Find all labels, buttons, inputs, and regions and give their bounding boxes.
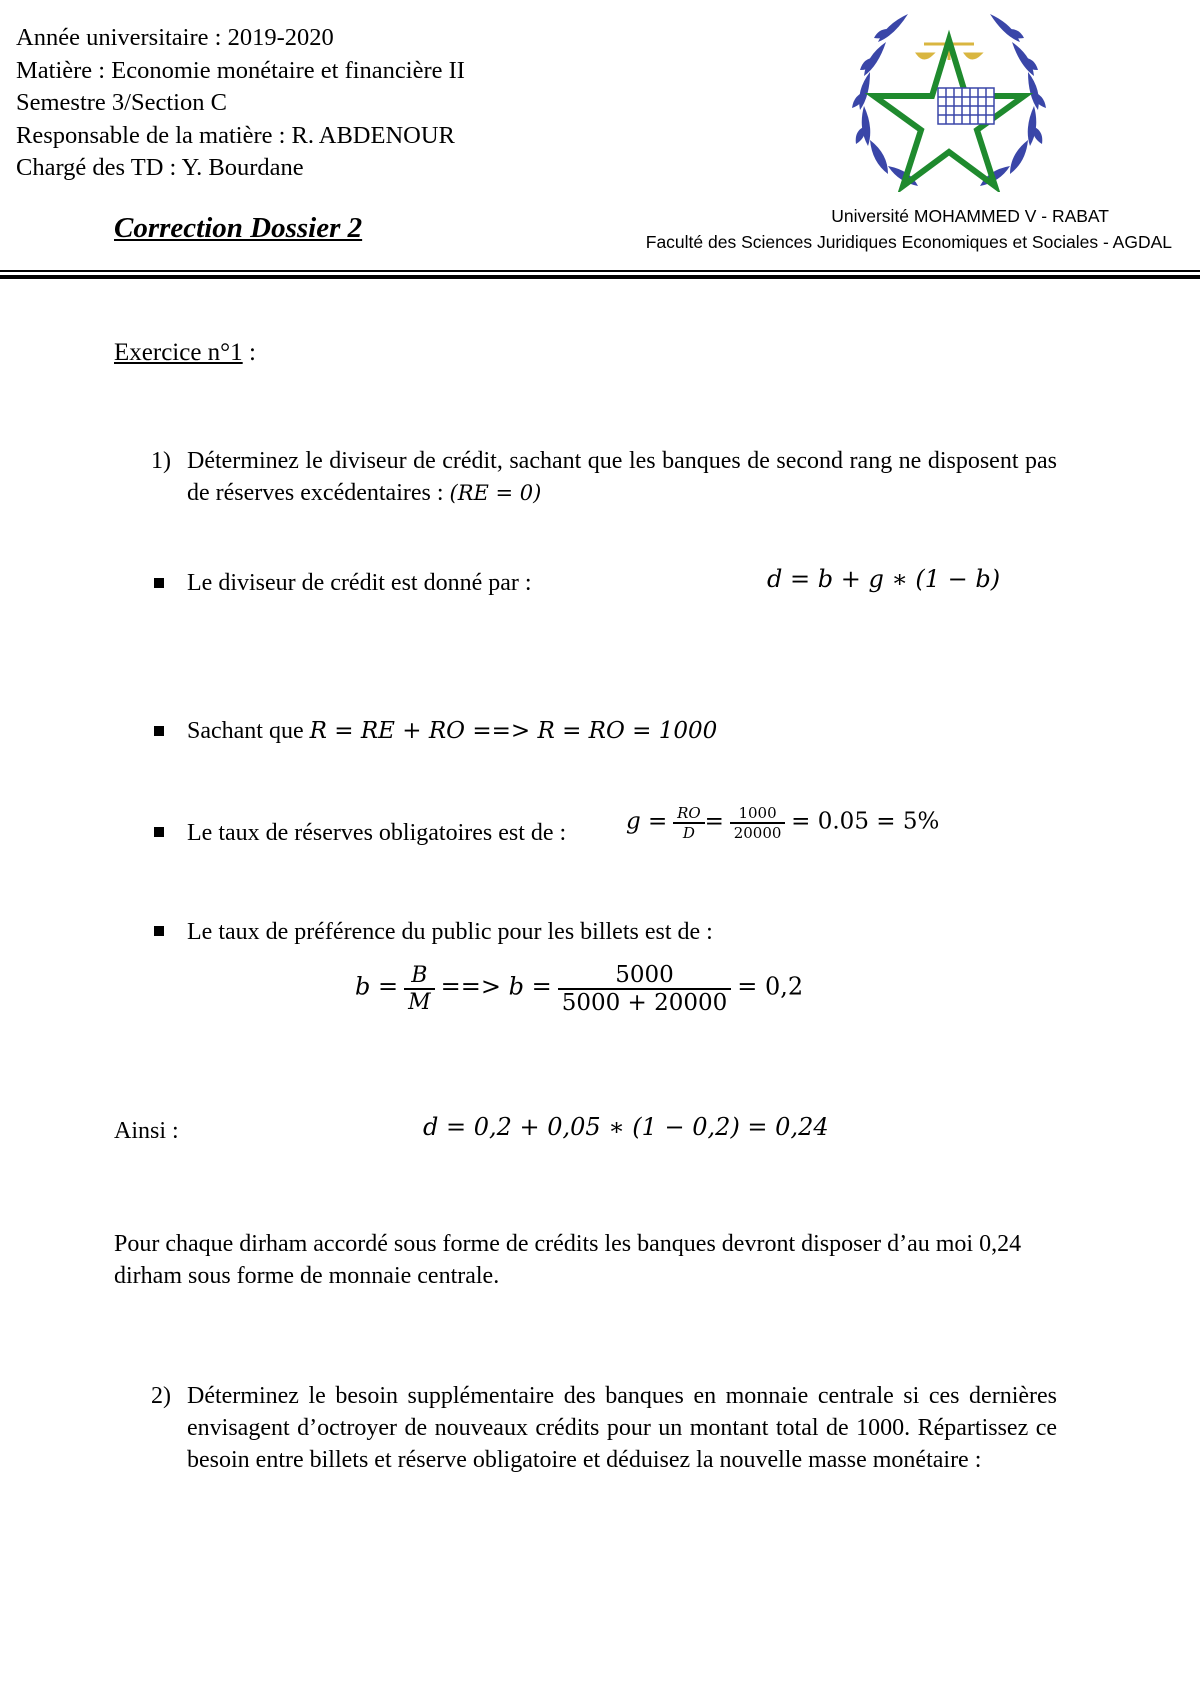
bullet-marker (154, 578, 164, 588)
exercise-title-text: Exercice n°1 (114, 339, 243, 366)
b-fraction-bm (404, 963, 435, 1015)
b-mid: ==> b = (440, 972, 552, 1001)
b-frac2-den: 5000 + 20000 (561, 990, 728, 1016)
charge-td: Chargé des TD : Y. Bourdane (16, 154, 304, 181)
taux-formula (626, 804, 939, 842)
b-formula (355, 962, 803, 1016)
taux-result: = 0.05 = 5% (791, 808, 940, 835)
preference-label: Le taux de préférence du public pour les billets est de : (187, 919, 713, 945)
laurel-left (852, 14, 918, 186)
sachant-formula: R = RE + RO ==> R = RO = 1000 (309, 718, 718, 744)
faculty-name: Faculté des Sciences Juridiques Economiques et Sociales - AGDAL (645, 232, 1172, 252)
annee-universitaire: Année universitaire : 2019-2020 (16, 24, 334, 51)
taux-label: Le taux de réserves obligatoires est de : (187, 820, 567, 846)
taux-frac1-num: RO (673, 804, 705, 824)
semestre: Semestre 3/Section C (16, 89, 227, 116)
question-2-text: Déterminez le besoin supplémentaire des banques en monnaie centrale si ces dernières envisagent d’octroyer de nouveaux crédits pour un montant total de 1000. Répartissez ce besoin entre billets et réserve obligatoire et déduisez la nouvelle masse monétaire : (187, 1383, 1057, 1473)
responsable: Responsable de la matière : R. ABDENOUR (16, 121, 455, 149)
question-1-statement: Déterminez le diviseur de crédit, sachant que les banques de second rang ne disposent pas de réserves excédentaires : (187, 448, 1057, 506)
bullet-marker (154, 827, 164, 837)
b-frac1-den: M (408, 990, 431, 1015)
taux-frac1-den: D (682, 824, 695, 842)
b-result: = 0,2 (737, 972, 804, 1001)
university-name: Université MOHAMMED V - RABAT (831, 206, 1109, 226)
bullet-marker (154, 726, 164, 736)
ainsi-label: Ainsi : (114, 1118, 179, 1144)
sachant-label: Sachant que (187, 718, 304, 744)
diviseur-label: Le diviseur de crédit est donné par : (187, 570, 532, 596)
question-1-number: 1) (151, 448, 171, 474)
taux-frac2-den: 20000 (733, 824, 782, 842)
taux-fraction-ro-d (673, 804, 705, 842)
b-fraction-values (558, 962, 732, 1016)
question-1-text (187, 445, 1057, 509)
header-rule-bottom (0, 275, 1200, 279)
bullet-marker (154, 926, 164, 936)
taux-equals: = (704, 808, 724, 835)
ainsi-formula: d = 0,2 + 0,05 ∗ (1 − 0,2) = 0,24 (423, 1113, 829, 1141)
building-icon (938, 88, 994, 124)
sachant-line (187, 715, 717, 747)
taux-fraction-values (730, 804, 786, 842)
b-eq: b = (355, 972, 399, 1001)
question-1-formula: (RE = 0) (449, 481, 542, 505)
question-2-number: 2) (151, 1383, 171, 1409)
exercise-title-suffix: : (242, 339, 256, 366)
matiere: Matière : Economie monétaire et financière II (16, 56, 465, 84)
taux-frac2-num: 1000 (730, 804, 786, 824)
taux-g: g = (626, 808, 668, 835)
b-frac2-num: 5000 (558, 962, 732, 990)
exercise-title (114, 337, 256, 369)
b-frac1-num: B (404, 963, 435, 990)
conclusion-paragraph: Pour chaque dirham accordé sous forme de crédits les banques devront disposer d’au moi 0,24 dirham sous forme de monnaie centrale. (114, 1231, 1022, 1289)
university-emblem-icon (838, 4, 1060, 192)
header-info (16, 22, 465, 185)
diviseur-formula: d = b + g ∗ (1 − b) (767, 565, 1001, 593)
page-title: Correction Dossier 2 (114, 212, 363, 244)
header-rule-top (0, 270, 1200, 272)
